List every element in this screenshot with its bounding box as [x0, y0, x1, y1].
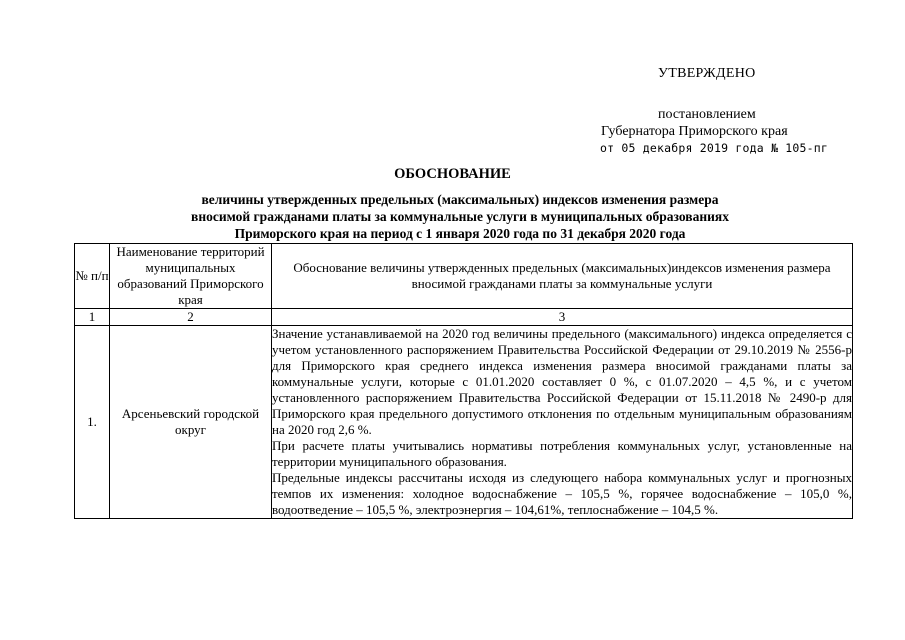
- row-number: 1.: [75, 326, 110, 519]
- justification-paragraph: При расчете платы учитывались нормативы потребления коммунальных услуг, установленные на территории муниципального образования.: [272, 438, 852, 469]
- document-subtitle: [120, 191, 800, 242]
- column-number: 3: [272, 309, 853, 326]
- header-territory: Наименование территорий муниципальных образований Приморского края: [110, 244, 272, 309]
- justification-table: [74, 243, 853, 519]
- row-justification: [272, 326, 853, 519]
- subtitle-line: величины утвержденных предельных (максимальных) индексов изменения размера: [201, 192, 719, 207]
- table-header-row: [75, 244, 853, 309]
- approval-by: постановлением: [658, 107, 756, 122]
- column-number: 2: [110, 309, 272, 326]
- document-title: ОБОСНОВАНИЕ: [394, 166, 511, 182]
- table-row: [75, 326, 853, 519]
- subtitle-line: Приморского края на период с 1 января 2020 года по 31 декабря 2020 года: [234, 226, 686, 241]
- approval-title: УТВЕРЖДЕНО: [658, 66, 756, 81]
- row-territory-name: Арсеньевский городской округ: [110, 326, 272, 519]
- justification-paragraph: Значение устанавливаемой на 2020 год величины предельного (максимального) индекса определяется с учетом установленного распоряжением Правительства Российской Федерации от 29.10.2019 № 2556-р для Приморского края среднего индекса изменения размера вносимой гражданами платы за коммунальные услуги, которые с 01.01.2020 составляет 0 %, с 01.07.2020 – 4,5 %, и с учетом установленного распоряжением Правительства Российской Федерации от 15.11.2018 № 2490-р для Приморского края предельного допустимого отклонения по отдельным муниципальным образованиям на 2020 год 2,6 %.: [272, 326, 852, 437]
- approval-authority: Губернатора Приморского края: [601, 124, 788, 139]
- header-number: № п/п: [75, 244, 110, 309]
- justification-paragraph: Предельные индексы рассчитаны исходя из следующего набора коммунальных услуг и прогнозных темпов их изменения: холодное водоснабжение – 105,5 %, горячее водоснабжение – 105,0 %, водоотведение – 105,5 %, электроэнергия – 104,61%, теплоснабжение – 104,5 %.: [272, 470, 852, 517]
- approval-date-line: от 05 декабря 2019 года № 105-пг: [600, 141, 828, 155]
- column-number-row: [75, 309, 853, 326]
- column-number: 1: [75, 309, 110, 326]
- subtitle-line: вносимой гражданами платы за коммунальные услуги в муниципальных образованиях: [191, 209, 729, 224]
- header-justification: Обоснование величины утвержденных предельных (максимальных)индексов изменения размера вносимой гражданами платы за коммунальные услуги: [272, 244, 853, 309]
